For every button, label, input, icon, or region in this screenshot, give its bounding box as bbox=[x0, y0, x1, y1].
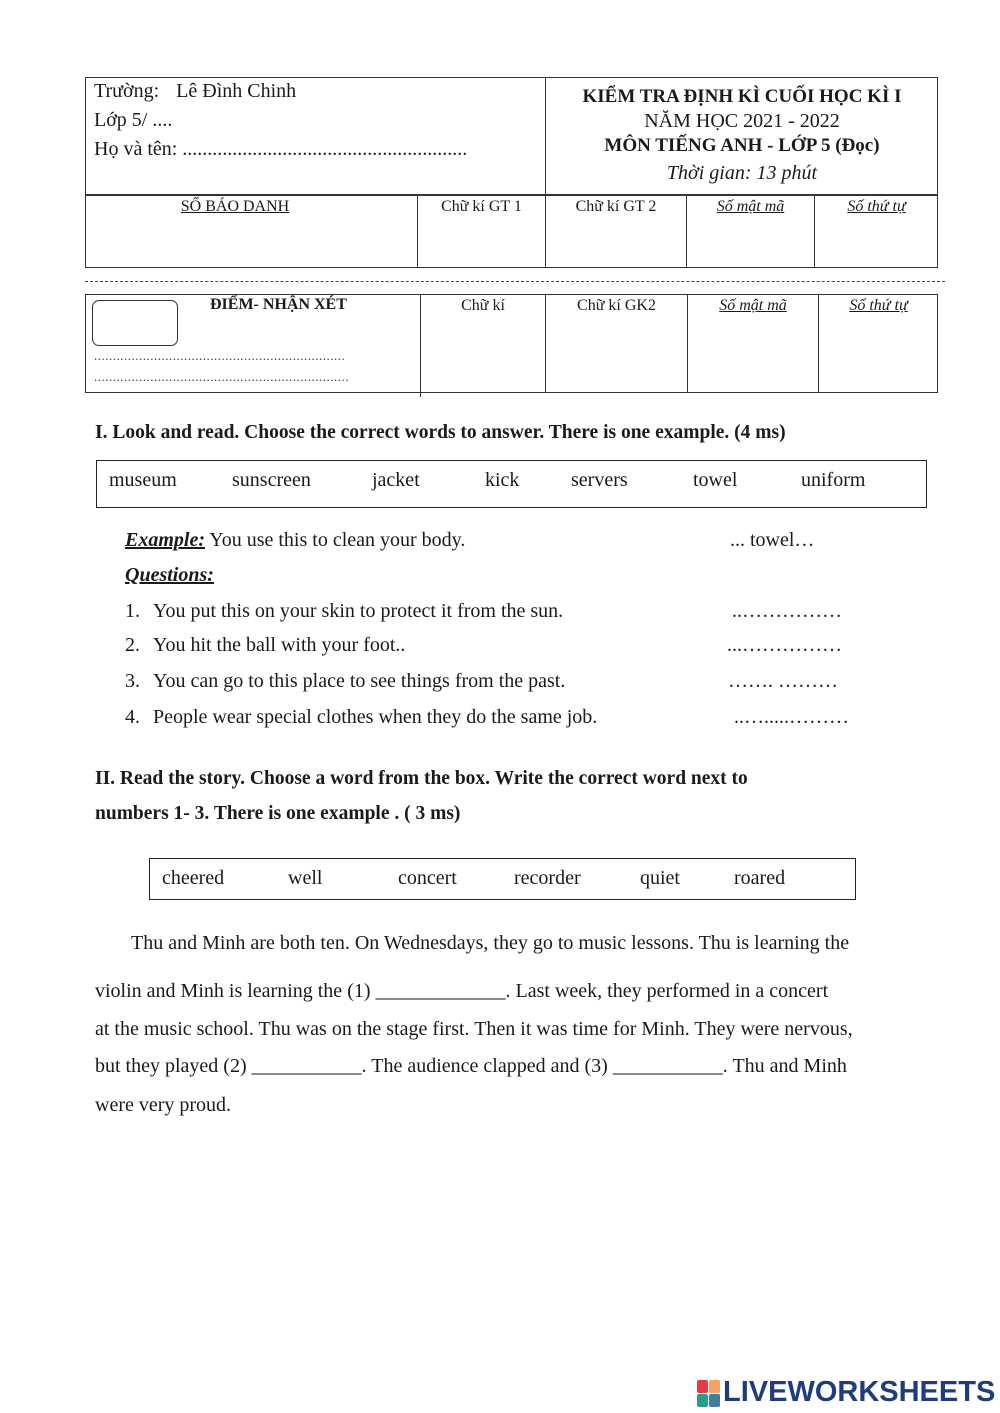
chu-ki-gk2-label: Chữ kí GK2 bbox=[577, 297, 656, 314]
question-1 bbox=[125, 600, 563, 623]
word-bank-item: concert bbox=[398, 867, 457, 889]
question-number: 4. bbox=[125, 706, 140, 728]
school-line bbox=[94, 77, 296, 105]
question-2 bbox=[125, 634, 405, 657]
liveworksheets-logo bbox=[697, 1376, 997, 1410]
answer-blank-4[interactable]: ..….....……… bbox=[734, 706, 849, 728]
word-bank-item: quiet bbox=[640, 867, 680, 889]
student-name-label: Họ và tên: ......................................................... bbox=[94, 138, 468, 160]
word-bank-item: uniform bbox=[801, 469, 866, 491]
diem-nhan-xet-label: ĐIỂM- NHẬN XÉT bbox=[210, 296, 347, 313]
school-year: NĂM HỌC 2021 - 2022 bbox=[644, 110, 840, 132]
part2-title-line2: numbers 1- 3. There is one example . ( 3 ms) bbox=[95, 803, 461, 824]
exam-title: KIỂM TRA ĐỊNH KÌ CUỐI HỌC KÌ I bbox=[582, 86, 902, 107]
cut-line bbox=[85, 281, 945, 282]
subject-title: MÔN TIẾNG ANH - LỚP 5 (Đọc) bbox=[604, 135, 880, 156]
story-line-3: at the music school. Thu was on the stage first. Then it was time for Minh. They were nervous, bbox=[95, 1018, 853, 1040]
example-text: You use this to clean your body. bbox=[209, 529, 466, 551]
part1-title: I. Look and read. Choose the correct words to answer. There is one example. (4 ms) bbox=[95, 422, 786, 443]
chu-ki-gt1-label: Chữ kí GT 1 bbox=[441, 198, 522, 215]
question-text: You hit the ball with your foot.. bbox=[153, 634, 406, 656]
exam-title-block bbox=[546, 84, 938, 188]
question-number: 1. bbox=[125, 600, 140, 622]
story-line-2: violin and Minh is learning the (1) _____________. Last week, they performed in a concert bbox=[95, 980, 829, 1002]
example-label: Example: bbox=[125, 529, 205, 551]
word-bank-item: cheered bbox=[162, 867, 225, 889]
chu-ki-label: Chữ kí bbox=[461, 297, 505, 314]
part1-word-box bbox=[96, 460, 927, 508]
question-text: You can go to this place to see things from the past. bbox=[153, 670, 566, 692]
word-bank-item: roared bbox=[734, 867, 786, 889]
word-bank-item: recorder bbox=[514, 867, 581, 889]
so-thu-tu-label: Số thứ tự bbox=[847, 198, 906, 215]
story-line-1: Thu and Minh are both ten. On Wednesdays, they go to music lessons. Thu is learning the bbox=[131, 932, 850, 954]
answer-blank-3[interactable]: ……. ……… bbox=[728, 670, 838, 692]
answer-blank-1[interactable]: ..…………… bbox=[732, 600, 842, 622]
question-3 bbox=[125, 670, 565, 693]
word-bank-item: well bbox=[288, 867, 323, 889]
part2-word-box bbox=[149, 858, 856, 900]
word-bank-item: kick bbox=[485, 469, 520, 491]
question-number: 2. bbox=[125, 634, 140, 656]
part2-title-line1: II. Read the story. Choose a word from the box. Write the correct word next to bbox=[95, 768, 748, 789]
example-line bbox=[125, 529, 465, 552]
so-bao-danh-label: SỐ BÁO DANH bbox=[180, 198, 290, 215]
comment-line-1[interactable]: ................................................................... bbox=[94, 348, 346, 363]
word-bank-item: servers bbox=[571, 469, 628, 491]
example-answer: ... towel… bbox=[730, 529, 815, 551]
word-bank-item: museum bbox=[109, 469, 177, 491]
logo-text: LIVEWORKSHEETS bbox=[723, 1376, 996, 1408]
question-text: People wear special clothes when they do the same job. bbox=[153, 706, 598, 728]
school-name: Lê Đình Chinh bbox=[176, 80, 297, 102]
story-line-4: but they played (2) ___________. The audience clapped and (3) ___________. Thu and Minh bbox=[95, 1055, 847, 1077]
questions-label: Questions: bbox=[125, 564, 214, 586]
answer-blank-2[interactable]: ...…………… bbox=[727, 634, 842, 656]
question-number: 3. bbox=[125, 670, 140, 692]
score-so-mat-ma-label: Số mật mã bbox=[719, 297, 787, 314]
comment-line-2[interactable]: .................................................................... bbox=[94, 369, 349, 384]
word-bank-item: sunscreen bbox=[232, 469, 311, 491]
chu-ki-gt2-label: Chữ kí GT 2 bbox=[575, 198, 657, 215]
so-mat-ma-label: Số mật mã bbox=[716, 198, 785, 215]
question-4 bbox=[125, 706, 597, 729]
word-bank-item: towel bbox=[693, 469, 738, 491]
logo-mark-icon bbox=[697, 1380, 721, 1408]
story-line-5: were very proud. bbox=[95, 1094, 232, 1116]
exam-time: Thời gian: 13 phút bbox=[666, 162, 818, 184]
school-label: Trường: bbox=[94, 80, 160, 102]
score-box[interactable] bbox=[92, 300, 178, 346]
class-label: Lớp 5/ .... bbox=[94, 109, 173, 131]
score-so-thu-tu-label: Số thứ tự bbox=[849, 297, 908, 314]
question-text: You put this on your skin to protect it from the sun. bbox=[153, 600, 564, 622]
word-bank-item: jacket bbox=[372, 469, 420, 491]
